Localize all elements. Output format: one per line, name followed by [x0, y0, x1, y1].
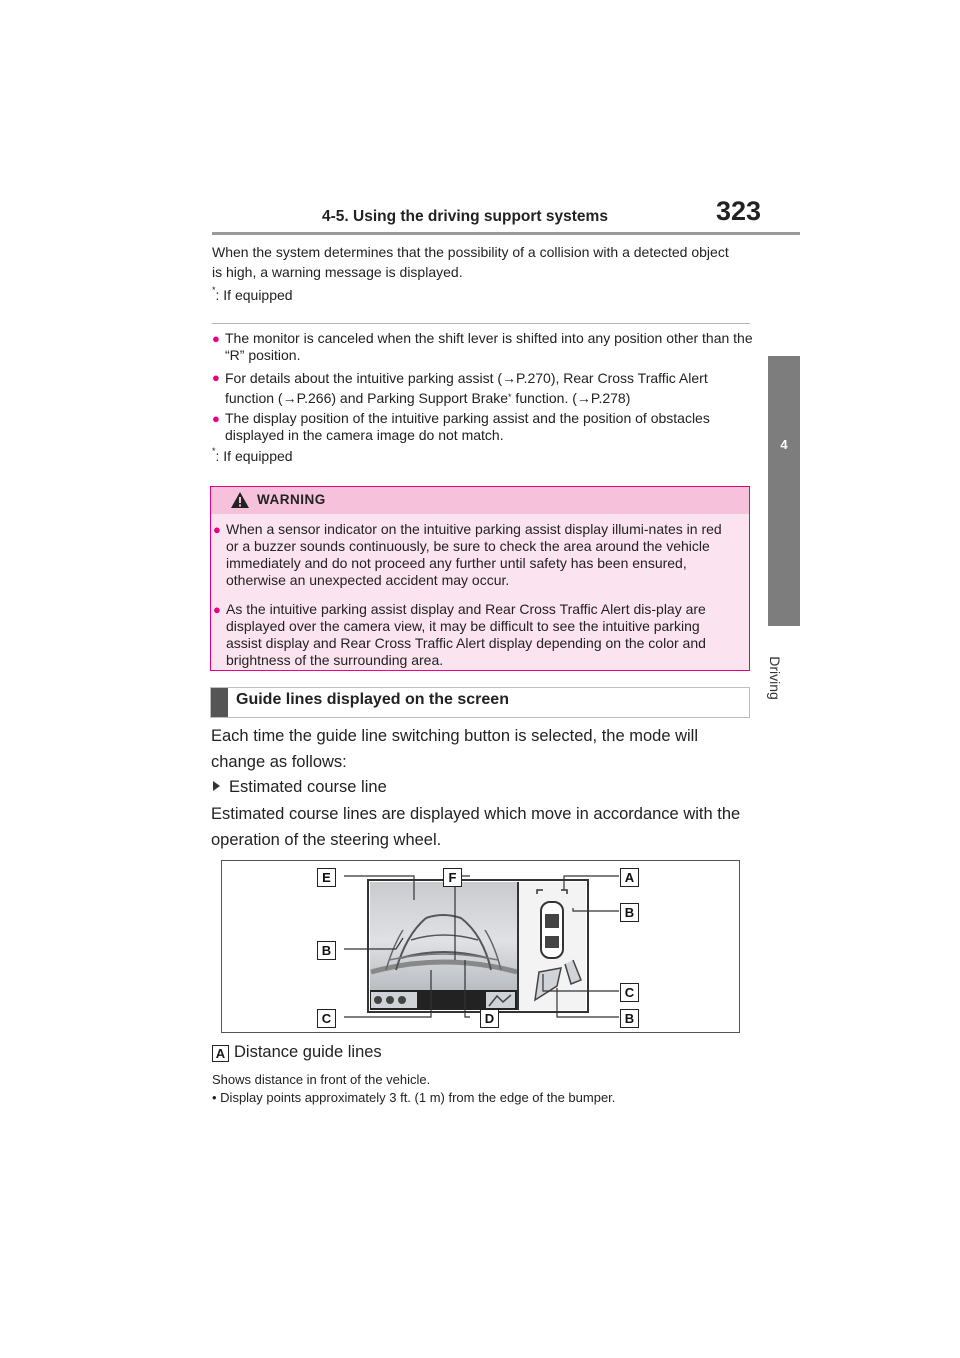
chapter-label — [765, 640, 803, 720]
notes-divider — [212, 323, 750, 324]
item-a-title: Distance guide lines — [234, 1043, 382, 1061]
page-number: 323 — [716, 196, 762, 226]
section-title: Guide lines displayed on the screen — [236, 691, 509, 708]
bullet-dot-icon: ● — [212, 331, 220, 346]
triangle-bullet-icon — [213, 781, 220, 791]
item-letter-a: A — [212, 1045, 229, 1062]
callout-label-d: D — [480, 1009, 499, 1028]
callout-label-c: C — [317, 1009, 336, 1028]
chapter-name: Driving — [766, 656, 783, 700]
parking-assist-icon — [386, 996, 394, 1004]
note-item — [212, 368, 757, 408]
note-item — [212, 410, 757, 444]
intro-paragraph: When the system determines that the possibility of a collision with a detected object is high, a warning message is displayed. — [212, 244, 729, 280]
footnote-text: : If equipped — [215, 287, 293, 303]
callout-label-e: E — [317, 868, 336, 887]
callout-label-b: B — [620, 903, 639, 922]
header-rule — [212, 232, 800, 235]
note-item — [212, 330, 757, 364]
bullet-dot-icon: ● — [213, 602, 221, 617]
item-a-description: Shows distance in front of the vehicle. — [212, 1072, 431, 1087]
warning-text: When a sensor indicator on the intuitive parking assist display illumi-nates in red or a buzzer sounds continuously, be sure to check the area around the vehicle immediately and do not proceed any further until safety has been ensured, otherwise an unexpected accident may occur. — [226, 521, 722, 588]
bullet-dot-icon: ● — [213, 522, 221, 537]
callout-label-b: B — [620, 1009, 639, 1028]
callout-label-f: F — [443, 868, 462, 887]
parking-assist-icon — [374, 996, 382, 1004]
footnote-text: : If equipped — [215, 448, 293, 464]
warning-item — [213, 521, 738, 589]
chapter-tab — [768, 356, 800, 626]
camera-screen-drawing — [221, 860, 740, 1033]
chapter-number: 4 — [780, 437, 788, 452]
note-text: The monitor is canceled when the shift lever is shifted into any position other than the “R” position. — [225, 330, 753, 363]
arrow-icon: → — [502, 370, 517, 386]
mode-item — [211, 774, 756, 800]
callout-label-b: B — [317, 941, 336, 960]
warning-text: As the intuitive parking assist display and Rear Cross Traffic Alert dis-play are displayed over the camera view, it may be difficult to see the intuitive parking assist display and Rear Cross Traffic Alert display depending on the color and brightness of the surrounding area. — [226, 601, 706, 668]
guide-lines-illustration — [221, 860, 740, 1033]
note-text: The display position of the intuitive parking assist and the position of obstacles displayed in the camera image do not match. — [225, 410, 710, 443]
section-intro: Each time the guide line switching button is selected, the mode will change as follows: — [211, 727, 699, 771]
note-text: For details about the intuitive parking assist (→P.270), Rear Cross Traffic Alert function (→P.266) and Parking Support Brake* function. (→P.278) — [225, 370, 708, 406]
parking-assist-icon — [398, 996, 406, 1004]
intro-footnote — [212, 287, 293, 303]
footnote-mark: * — [212, 285, 216, 295]
callout-label-c: C — [620, 983, 639, 1002]
footnote-mark: * — [508, 392, 512, 402]
arrow-icon: → — [576, 390, 591, 406]
section-heading-bar — [211, 688, 228, 717]
warning-triangle-icon — [230, 491, 250, 509]
bullet-dot-icon: ● — [212, 370, 220, 385]
item-a-bullet: • Display points approximately 3 ft. (1 m) from the edge of the bumper. — [212, 1090, 616, 1105]
bullet-dot-icon: ● — [212, 411, 220, 426]
warning-title: WARNING — [257, 492, 326, 507]
warning-item — [213, 601, 738, 669]
callout-label-a: A — [620, 868, 639, 887]
mode-description: Estimated course lines are displayed which move in accordance with the operation of the steering wheel. — [211, 805, 741, 849]
notes-footnote — [212, 448, 293, 464]
section-header: 4-5. Using the driving support systems — [322, 208, 608, 225]
arrow-icon: → — [282, 390, 297, 406]
mode-label: Estimated course line — [229, 778, 387, 796]
footnote-mark: * — [212, 446, 216, 456]
